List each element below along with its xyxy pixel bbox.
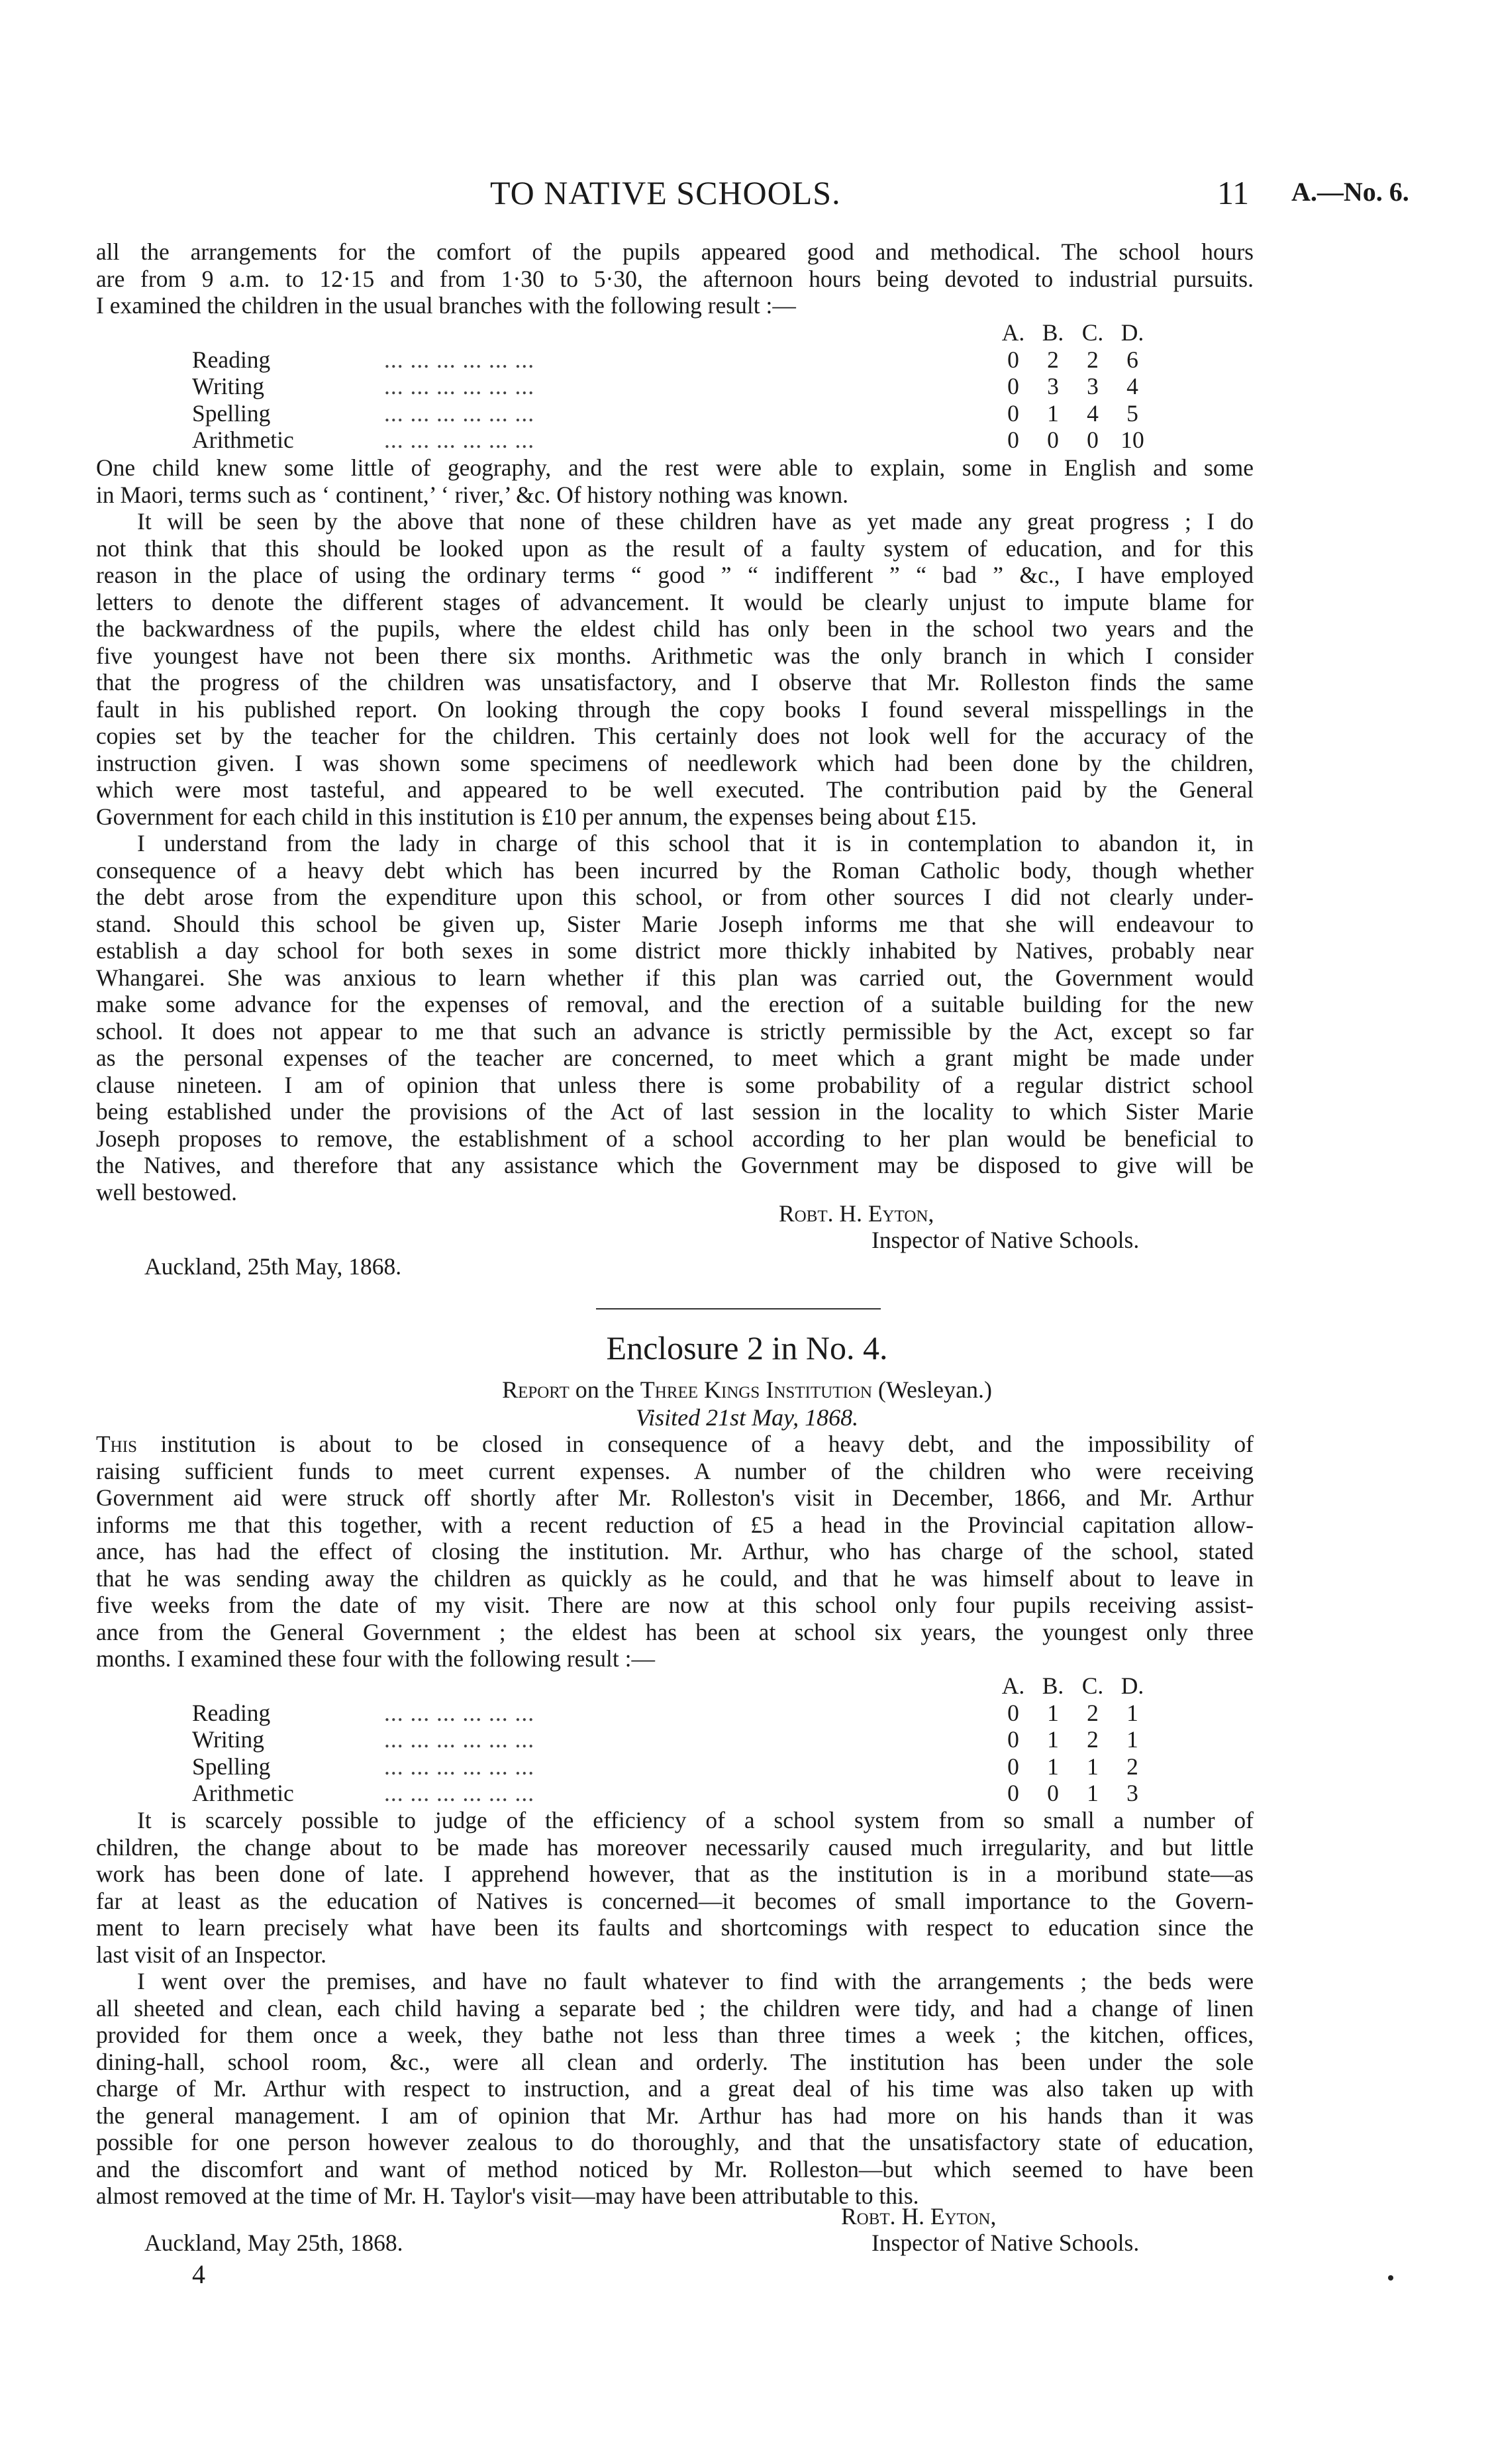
score-a: 0: [1007, 373, 1019, 399]
text-line: charge of Mr. Arthur with respect to instruction, and a great deal of his time was also taken up with: [96, 2075, 1254, 2102]
table-row: [192, 346, 1152, 374]
table-row: [192, 1700, 1152, 1727]
text-line: well bestowed.: [96, 1178, 237, 1206]
score-b: 1: [1047, 399, 1059, 427]
score-c: 1: [1087, 1780, 1099, 1806]
table-row: [192, 373, 1152, 400]
table-row: [192, 1753, 1152, 1780]
score-c: 2: [1087, 346, 1099, 373]
text-line: months. I examined these four with the following result :—: [96, 1645, 655, 1672]
text-line: make some advance for the expenses of removal, and the erection of a suitable building for the new: [96, 991, 1254, 1017]
section-divider: [596, 1308, 881, 1309]
text-line: Joseph proposes to remove, the establishment of a school according to her plan would be beneficial to: [96, 1125, 1254, 1152]
subject-label: Spelling: [192, 399, 271, 427]
table-row: [192, 1780, 1152, 1807]
subject-label: Writing: [192, 1726, 264, 1753]
paragraph-first-line: [96, 1431, 1254, 1458]
column-header: A.: [1001, 319, 1025, 346]
text-line: stand. Should this school be given up, Sister Marie Joseph informs me that she will endeavour to: [96, 910, 1254, 937]
paragraph-first-line: I understand from the lady in charge of this school that it is in contemplation to abandon it, in: [137, 830, 1254, 856]
place-date: Auckland, 25th May, 1868.: [144, 1253, 402, 1280]
text-line: that he was sending away the children as quickly as he could, and that he was himself about to leave in: [96, 1565, 1254, 1592]
text-line: the general management. I am of opinion that Mr. Arthur has had more on his hands than it was: [96, 2102, 1254, 2129]
score-c: 2: [1087, 1726, 1099, 1753]
text-line: I examined the children in the usual branches with the following result :—: [96, 292, 796, 319]
text-line: informs me that this together, with a recent reduction of £5 a head in the Provincial capitation allow-: [96, 1511, 1254, 1538]
score-c: 1: [1087, 1753, 1099, 1780]
score-d: 10: [1120, 427, 1144, 453]
text-line: being established under the provisions of the Act of last session in the locality to which Sister Marie: [96, 1098, 1254, 1125]
first-word: This: [96, 1431, 137, 1457]
score-b: 1: [1047, 1726, 1059, 1753]
text-line: children, the change about to be made has moreover necessarily caused much irregularity, and but little: [96, 1833, 1254, 1861]
running-header-title: TO NATIVE SCHOOLS.: [490, 174, 841, 211]
enclosure-intro: [96, 1431, 1254, 1672]
score-d: 4: [1126, 373, 1138, 399]
subject-label: Reading: [192, 346, 271, 373]
folio-number: 4: [192, 2259, 205, 2289]
text-line: last visit of an Inspector.: [96, 1941, 327, 1968]
subject-label: Reading: [192, 1699, 271, 1726]
score-a: 0: [1007, 1780, 1019, 1806]
text-line: dining-hall, school room, &c., were all clean and orderly. The institution has been under the sole: [96, 2048, 1254, 2075]
section1-intro: [96, 238, 1254, 319]
score-b: 0: [1047, 1780, 1059, 1806]
text-line: instruction given. I was shown some specimens of needlework which had been done by the children,: [96, 749, 1254, 776]
column-header: B.: [1042, 319, 1064, 346]
results-header-row: [192, 319, 1152, 346]
signature-title: Inspector of Native Schools.: [872, 2230, 1140, 2256]
text-line: letters to denote the different stages of advancement. It would be clearly unjust to impute blame for: [96, 588, 1254, 615]
score-a: 0: [1007, 1726, 1019, 1753]
text-line: are from 9 a.m. to 12·15 and from 1·30 to 5·30, the afternoon hours being devoted to industrial pursuits.: [96, 265, 1254, 292]
results-table-2: [192, 1672, 1152, 1807]
text-line: Whangarei. She was anxious to learn whether if this plan was carried out, the Government would: [96, 964, 1254, 991]
text-line: copies set by the teacher for the children. This certainly does not look well for the accuracy of the: [96, 723, 1254, 749]
text-line: ance from the General Government ; the eldest has been at school six years, the youngest only three: [96, 1618, 1254, 1645]
score-b: 1: [1047, 1753, 1059, 1780]
text-line: reason in the place of using the ordinary terms “ good ” “ indifferent ” “ bad ” &c., I have employed: [96, 562, 1254, 588]
report-prefix: Report: [502, 1376, 570, 1403]
score-a: 0: [1007, 346, 1019, 373]
column-header: D.: [1120, 1672, 1144, 1699]
leader-dots: ... ... ... ... ... ...: [384, 346, 535, 373]
page-number: 11: [1217, 174, 1250, 211]
score-a: 0: [1007, 399, 1019, 427]
text-line: ance, has had the effect of closing the institution. Mr. Arthur, who has charge of the school, stated: [96, 1538, 1254, 1565]
score-d: 6: [1126, 346, 1138, 373]
text-line: establish a day school for both sexes in some district more thickly inhabited by Natives, probably near: [96, 937, 1254, 964]
results-table-1: [192, 319, 1152, 454]
column-header: C.: [1081, 319, 1104, 346]
column-header: A.: [1001, 1672, 1025, 1699]
score-a: 0: [1007, 1699, 1019, 1726]
score-a: 0: [1007, 1753, 1019, 1780]
text-line: almost removed at the time of Mr. H. Taylor's visit—may have been attributable to this.: [96, 2182, 919, 2209]
score-d: 1: [1126, 1726, 1138, 1753]
visited-date: Visited 21st May, 1868.: [635, 1404, 859, 1431]
text-line: the backwardness of the pupils, where the eldest child has only been in the school two years and the: [96, 615, 1254, 642]
table-row: [192, 427, 1152, 454]
document-reference: A.—No. 6.: [1291, 177, 1409, 207]
enclosure-body: [96, 1807, 1254, 2210]
subject-label: Spelling: [192, 1753, 271, 1780]
score-c: 4: [1087, 399, 1099, 427]
score-b: 2: [1047, 346, 1059, 373]
paragraph-first-line: I went over the premises, and have no fault whatever to find with the arrangements ; the beds were: [137, 1968, 1254, 1994]
section1-body: [96, 454, 1254, 1206]
score-c: 3: [1087, 373, 1099, 399]
place-date: Auckland, May 25th, 1868.: [144, 2230, 403, 2256]
institution-name: Three Kings Institution: [640, 1376, 872, 1403]
ink-speck: [1388, 2275, 1393, 2281]
text-line: Government for each child in this institution is £10 per annum, the expenses being about £15.: [96, 803, 977, 830]
leader-dots: ... ... ... ... ... ...: [384, 427, 535, 453]
text-line: school. It does not appear to me that such an advance is strictly permissible by the Act, except so far: [96, 1017, 1254, 1045]
text-line: ment to learn precisely what have been its faults and shortcomings with respect to education since the: [96, 1914, 1254, 1941]
text-line: possible for one person however zealous to do thoroughly, and that the unsatisfactory state of education,: [96, 2129, 1254, 2155]
text-line: One child knew some little of geography, and the rest were able to explain, some in English and some: [96, 454, 1254, 481]
text-line: all sheeted and clean, each child having a separate bed ; the children were tidy, and had a change of linen: [96, 1994, 1254, 2022]
subject-label: Arithmetic: [192, 1780, 294, 1806]
text-line: and the discomfort and want of method noticed by Mr. Rolleston—but which seemed to have been: [96, 2155, 1254, 2182]
leader-dots: ... ... ... ... ... ...: [384, 1753, 535, 1780]
leader-dots: ... ... ... ... ... ...: [384, 399, 535, 427]
signature-title: Inspector of Native Schools.: [872, 1227, 1140, 1253]
report-mid: on the: [569, 1376, 640, 1403]
column-header: D.: [1120, 319, 1144, 346]
signature-name: Robt. H. Eyton,: [841, 2203, 997, 2230]
text-line: provided for them once a week, they bathe not less than three times a week ; the kitchen, offices,: [96, 2022, 1254, 2048]
score-a: 0: [1007, 427, 1019, 453]
first-line-text: institution is about to be closed in consequence of a heavy debt, and the impossibility of: [136, 1431, 1254, 1457]
text-line: the debt arose from the expenditure upon this school, or from other sources I did not clearly under-: [96, 884, 1254, 910]
text-line: all the arrangements for the comfort of the pupils appeared good and methodical. The school hours: [96, 238, 1254, 265]
text-line: work has been done of late. I apprehend however, that as the institution is in a moribund state—as: [96, 1861, 1254, 1887]
text-line: as the personal expenses of the teacher are concerned, to meet which a grant might be made under: [96, 1045, 1254, 1071]
signature-name: Robt. H. Eyton,: [779, 1200, 934, 1227]
column-header: B.: [1042, 1672, 1064, 1699]
leader-dots: ... ... ... ... ... ...: [384, 1780, 535, 1806]
text-line: the Natives, and therefore that any assistance which the Government may be disposed to give will be: [96, 1152, 1254, 1178]
text-line: raising sufficient funds to meet current expenses. A number of the children who were receiving: [96, 1457, 1254, 1484]
score-d: 2: [1126, 1753, 1138, 1780]
score-c: 0: [1087, 427, 1099, 453]
text-line: far at least as the education of Natives is concerned—it becomes of small importance to the Govern-: [96, 1887, 1254, 1914]
score-b: 0: [1047, 427, 1059, 453]
leader-dots: ... ... ... ... ... ...: [384, 1699, 535, 1726]
text-line: which were most tasteful, and appeared to be well executed. The contribution paid by the General: [96, 776, 1254, 803]
score-c: 2: [1087, 1699, 1099, 1726]
column-header: C.: [1081, 1672, 1104, 1699]
score-d: 5: [1126, 399, 1138, 427]
table-row: [192, 400, 1152, 427]
leader-dots: ... ... ... ... ... ...: [384, 373, 535, 399]
leader-dots: ... ... ... ... ... ...: [384, 1726, 535, 1753]
score-b: 3: [1047, 373, 1059, 399]
text-line: five weeks from the date of my visit. There are now at this school only four pupils receiving assist-: [96, 1592, 1254, 1618]
report-suffix: (Wesleyan.): [872, 1376, 992, 1403]
text-line: consequence of a heavy debt which has been incurred by the Roman Catholic body, though whether: [96, 856, 1254, 884]
text-line: fault in his published report. On looking through the copy books I found several misspellings in the: [96, 695, 1254, 723]
score-d: 1: [1126, 1699, 1138, 1726]
enclosure-title: Enclosure 2 in No. 4.: [606, 1329, 888, 1366]
text-line: Government aid were struck off shortly after Mr. Rolleston's visit in December, 1866, and Mr. Arthur: [96, 1484, 1254, 1511]
table-row: [192, 1726, 1152, 1753]
text-line: in Maori, terms such as ‘ continent,’ ‘ river,’ &c. Of history nothing was known.: [96, 481, 848, 508]
text-line: five youngest have not been there six months. Arithmetic was the only branch in which I consider: [96, 642, 1254, 669]
text-line: that the progress of the children was unsatisfactory, and I observe that Mr. Rolleston finds the same: [96, 669, 1254, 695]
paragraph-first-line: It will be seen by the above that none of these children have as yet made any great progress ; I do: [137, 508, 1254, 535]
score-b: 1: [1047, 1699, 1059, 1726]
results-header-row: [192, 1672, 1152, 1700]
text-line: clause nineteen. I am of opinion that unless there is some probability of a regular district school: [96, 1071, 1254, 1098]
score-d: 3: [1126, 1780, 1138, 1806]
subject-label: Arithmetic: [192, 427, 294, 453]
paragraph-first-line: It is scarcely possible to judge of the efficiency of a school system from so small a number of: [137, 1807, 1254, 1833]
subject-label: Writing: [192, 373, 264, 399]
text-line: not think that this should be looked upon as the result of a faulty system of education, and for this: [96, 535, 1254, 562]
report-heading: [0, 1376, 1494, 1404]
